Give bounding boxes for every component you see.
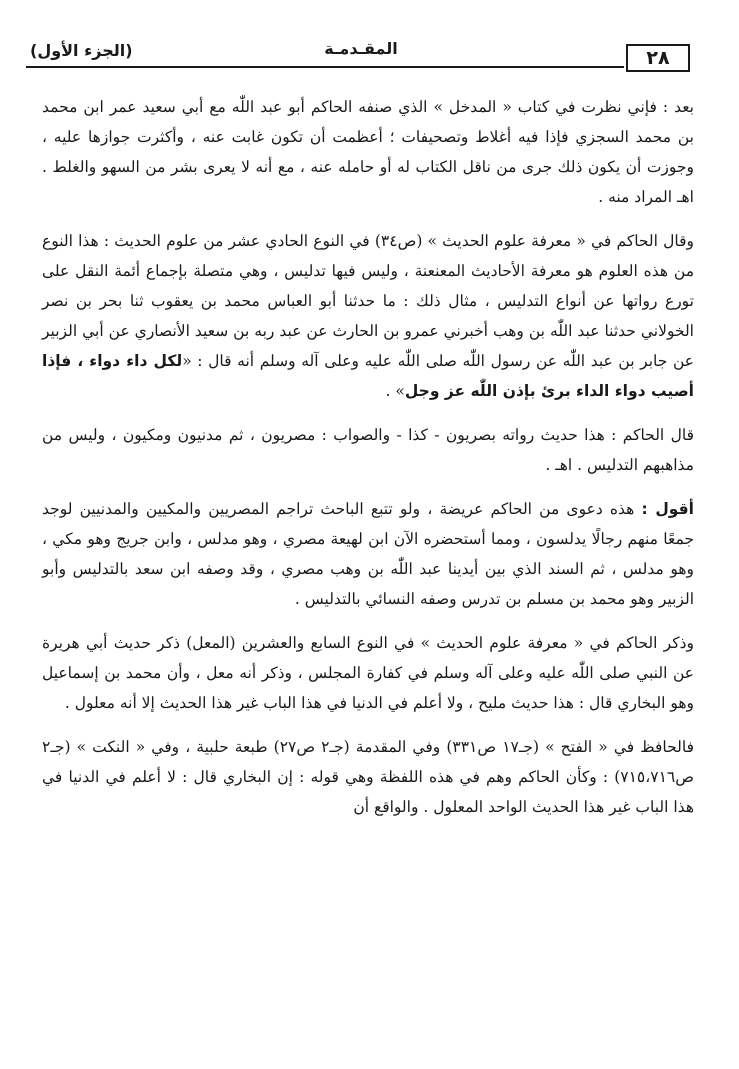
page-header [26,38,690,78]
volume-label: (الجزء الأول) [30,41,133,60]
paragraph-2-text: وقال الحاكم في « معرفة علوم الحديث » (ص٣٤) في النوع الحادي عشر من علوم الحديث : هذا النوع من هذه العلوم هو معرفة الأحاديث المعنعنة ، وليس فيها تدليس ، وهي متصلة بإجماع أئمة النقل على تورع رواتها عن أنواع التدليس ، مثال ذلك : ما حدثنا أبو العباس محمد بن يعقوب ثنا بحر بن نصر الخولاني حدثنا عبد اللّٰه بن وهب أخبرني عمرو بن الحارث عن عبد ربه بن سعيد الأنصاري عن أبي الزبير عن جابر بن عبد اللّٰه عن رسول اللّٰه صلى اللّٰه عليه وعلى آله وسلم أنه قال : « [42,232,694,370]
paragraph-3: قال الحاكم : هذا حديث رواته بصريون - كذا - والصواب : مصريون ، ثم مدنيون ومكيون ، وليس من مذاهبهم التدليس . اهـ . [42,426,694,474]
paragraph-4 [42,494,694,614]
paragraph-6: فالحافظ في « الفتح » (جـ١٧ ص٣٣١) وفي المقدمة (جـ٢ ص٢٧) طبعة حلبية ، وفي « النكت » (جـ٢ ص٧١٥،٧١٦) : وكأن الحاكم وهم في هذه اللفظة وهي قوله : إن البخاري قال : لا أعلم في الدنيا في هذا الباب غير هذا الحديث الواحد المعلول . والواقع أن [42,738,694,816]
running-title: المقـدمـة [324,39,398,58]
paragraph-4-text: هذه دعوى من الحاكم عريضة ، ولو تتبع الباحث تراجم المصريين والمكيين والمدنيين لوجد جمعًا منهم رجالًا يدلسون ، ومما أستحضره الآن ابن لهيعة مصري ، وهو مدلس ، وابن جريج وهو مكي ، وهو مدلس ، ثم السند الذي بين أيدينا عبد اللّٰه بن وهب مصري ، وقد وصفه ابن سعد بالتدليس وأبو الزبير وهو محمد بن مسلم بن تدرس وصفه النسائي بالتدليس . [42,500,694,608]
body-text [42,92,694,836]
paragraph-4-lead: أقول : [641,500,694,518]
paragraph-2 [42,226,694,406]
paragraph-5: وذكر الحاكم في « معرفة علوم الحديث » في النوع السابع والعشرين (المعل) ذكر حديث أبي هريرة عن النبي صلى اللّٰه عليه وعلى آله وسلم في كفارة المجلس ، وذكر أنه معل ، وأن محمد بن إسماعيل وهو البخاري قال : هذا حديث مليح ، ولا أعلم في الدنيا في هذا الباب غير هذا الحديث إلا أنه معلول . [42,634,694,712]
paragraph-1: بعد : فإني نظرت في كتاب « المدخل » الذي صنفه الحاكم أبو عبد اللّٰه مع أبي سعيد عمر ابن محمد بن محمد السجزي فإذا فيه أغلاط وتصحيفات ؛ أعظمت أن تكون غابت عنه ، وأكثرت جوازها عليه ، وجوزت أن يكون ذلك جرى من ناقل الكتاب له أو حامله عنه ، مع أنه لا يعرى بشر من السهو والغلط . اهـ المراد منه . [42,98,694,206]
page-number-box: ٢٨ [626,44,690,72]
hadith-quote: لكل داء دواء ، فإذا أصيب دواء الداء برئ بإذن اللّٰه عز وجل [42,352,694,400]
paragraph-2-close: » . [385,382,405,400]
header-rule [26,66,624,68]
